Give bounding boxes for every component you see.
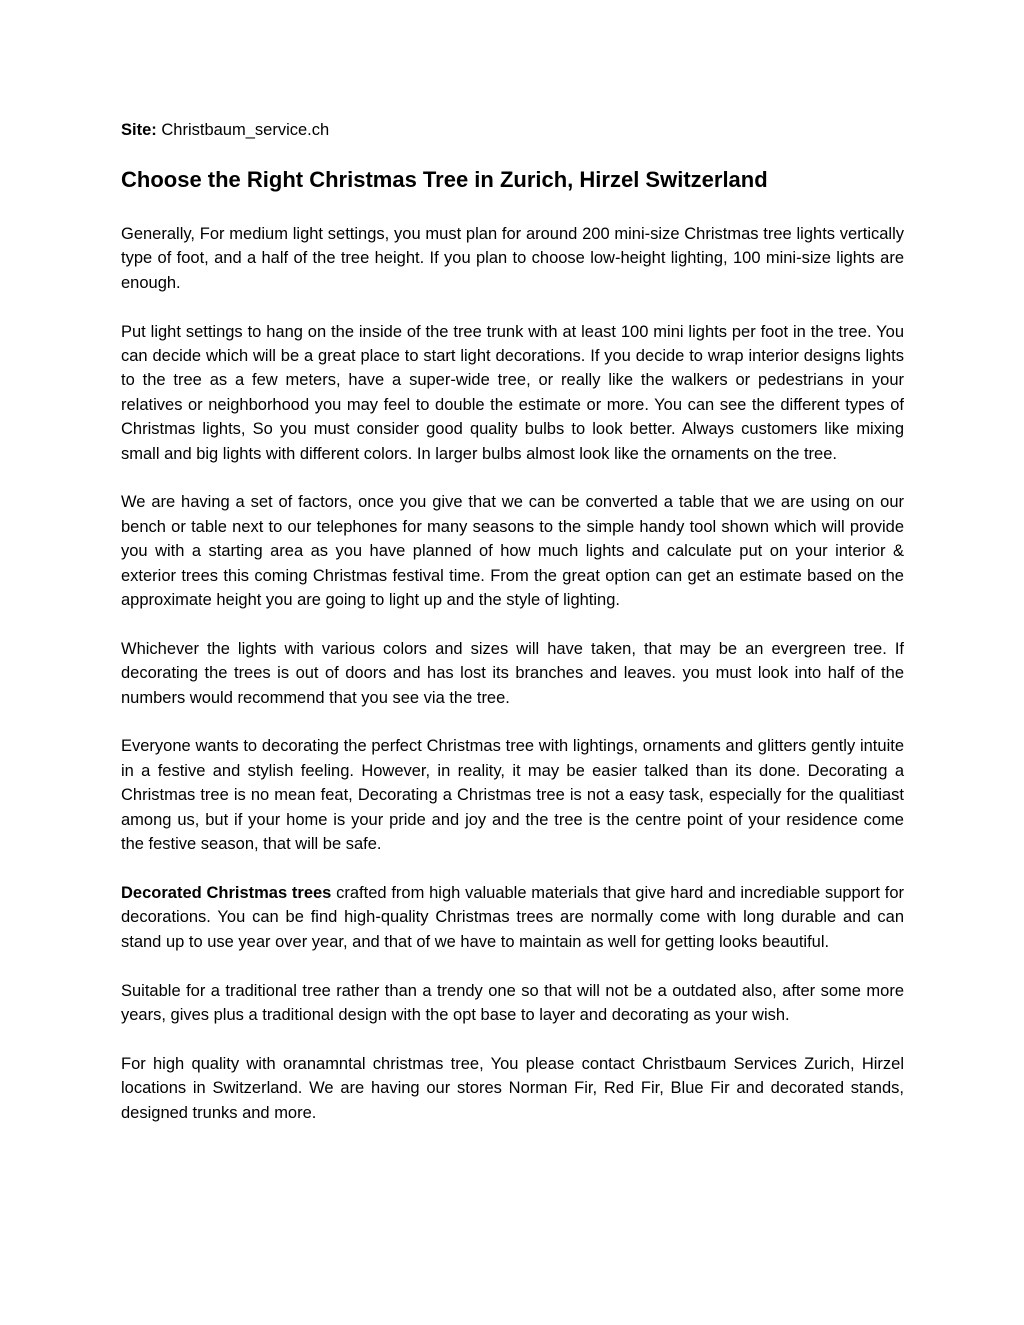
site-line (121, 118, 904, 142)
site-value: Christbaum_service.ch (161, 121, 330, 139)
paragraph-4: Whichever the lights with various colors and sizes will have taken, that may be an evergreen tree. If decorating the trees is out of doors and has lost its branches and leaves. you must look into half of the numbers would recommend that you see via the tree. (121, 639, 904, 707)
site-label: Site: (121, 121, 157, 139)
paragraph-6-lead: Decorated Christmas trees (121, 883, 332, 902)
paragraph-6-text: crafted from high valuable materials that give hard and incrediable support for decorations. You can be find high-quality Christmas trees are normally come with long durable and can stand up to use year over year, and that of we have to maintain as well for getting looks beautiful. (121, 883, 905, 951)
document-page (121, 118, 904, 1149)
paragraph-3: We are having a set of factors, once you give that we can be converted a table that we are using on our bench or table next to our telephones for many seasons to the simple handy tool shown which will provide you with a starting area as you have planned of how much lights and calculate put on your interior & exterior trees this coming Christmas festival time. From the great option can get an estimate based on the approximate height you are going to light up and the style of lighting. (121, 493, 904, 610)
paragraph-6 (121, 881, 904, 954)
paragraph-7: Suitable for a traditional tree rather than a trendy one so that will not be a outdated also, after some more years, gives plus a traditional design with the opt base to layer and decorating as your wish. (121, 981, 904, 1024)
document-title: Choose the Right Christmas Tree in Zurich, Hirzel Switzerland (121, 167, 768, 192)
paragraph-2: Put light settings to hang on the inside of the tree trunk with at least 100 mini lights per foot in the tree. You can decide which will be a great place to start light decorations. If you decide to wrap interior designs lights to the tree as a few meters, have a super-wide tree, or really like the walkers or pedestrians in your relatives or neighborhood you may feel to double the estimate or more. You can see the different types of Christmas lights, So you must consider good quality bulbs to look better. Always customers like mixing small and big lights with different colors. In larger bulbs almost look like the ornaments on the tree. (121, 322, 904, 463)
paragraph-1: Generally, For medium light settings, you must plan for around 200 mini-size Christmas tree lights vertically type of foot, and a half of the tree height. If you plan to choose low-height lighting, 100 mini-size lights are enough. (121, 225, 904, 292)
paragraph-5: Everyone wants to decorating the perfect Christmas tree with lightings, ornaments and glitters gently intuite in a festive and stylish feeling. However, in reality, it may be easier talked than its done. Decorating a Christmas tree is no mean feat, Decorating a Christmas tree is not a easy task, especially for the qualitiast among us, but if your home is your pride and joy and the tree is the centre point of your residence come the festive season, that will be safe. (121, 737, 904, 854)
paragraph-8: For high quality with oranamntal christmas tree, You please contact Christbaum Services Zurich, Hirzel locations in Switzerland. We are having our stores Norman Fir, Red Fir, Blue Fir and decorated stands, designed trunks and more. (121, 1054, 904, 1122)
